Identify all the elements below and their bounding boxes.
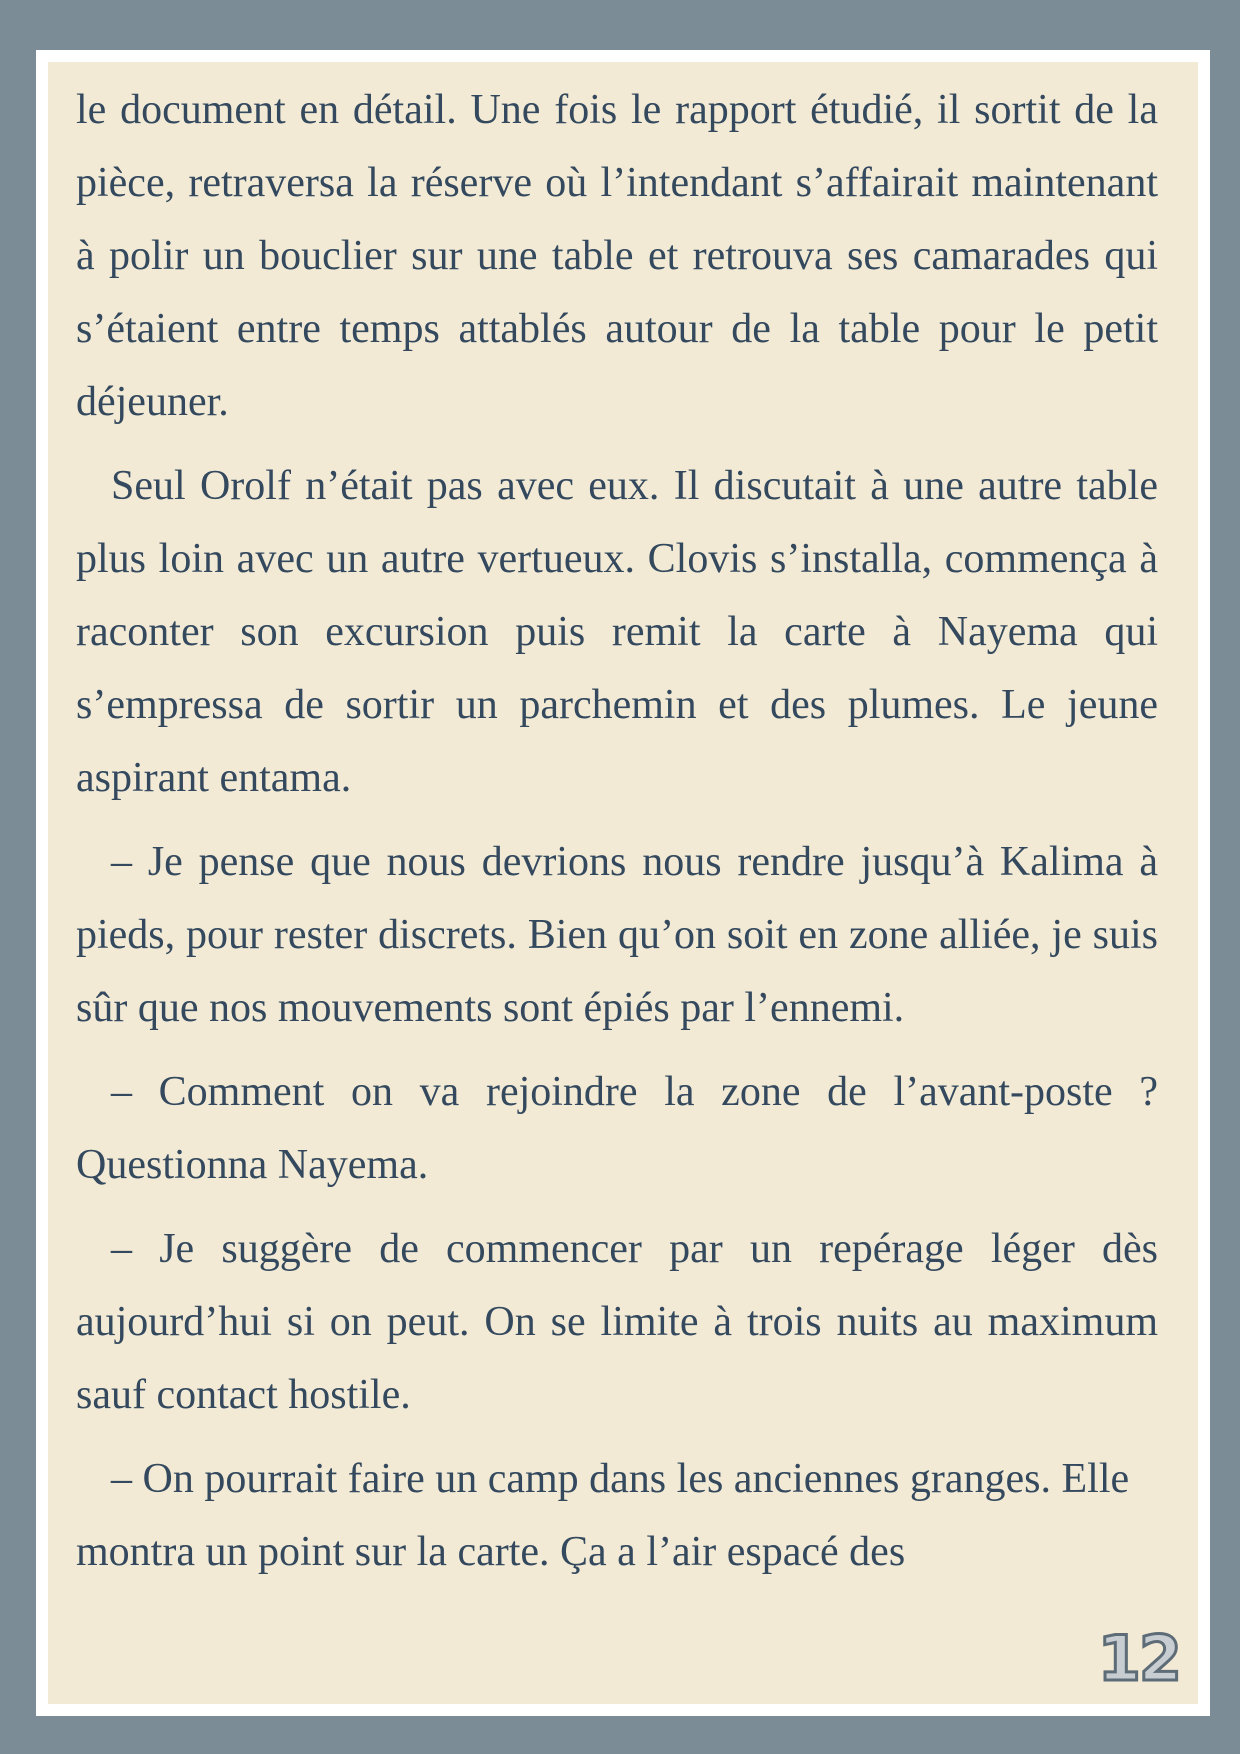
book-page bbox=[48, 62, 1198, 1704]
dialogue-line-nayema: – Comment on va rejoindre la zone de l’avant-poste ? Questionna Nayema. bbox=[76, 1069, 1158, 1188]
dialogue-line-reperage: – Je suggère de commencer par un repérage léger dès aujourd’hui si on peut. On se limite à trois nuits au maximum sauf contact hostile. bbox=[76, 1226, 1158, 1418]
dialogue-line-granges: – On pourrait faire un camp dans les anciennes granges. Elle montra un point sur la carte. Ça a l’air espacé des bbox=[76, 1456, 1130, 1575]
body-text bbox=[76, 74, 1158, 1600]
dialogue-line-kalima: – Je pense que nous devrions nous rendre jusqu’à Kalima à pieds, pour rester discrets. Bien qu’on soit en zone alliée, je suis sûr que nos mouvements sont épiés par l’ennemi. bbox=[76, 839, 1158, 1031]
paragraph-continuation: le document en détail. Une fois le rapport étudié, il sortit de la pièce, retraversa la réserve où l’intendant s’affairait maintenant à polir un bouclier sur une table et retrouva ses camarades qui s’étaient entre temps attablés autour de la table pour le petit déjeuner. bbox=[76, 87, 1158, 425]
page-number: 12 bbox=[1097, 1622, 1180, 1695]
paragraph-orolf: Seul Orolf n’était pas avec eux. Il discutait à une autre table plus loin avec un autre vertueux. Clovis s’installa, commença à raconter son excursion puis remit la carte à Nayema qui s’empressa de sortir un parchemin et des plumes. Le jeune aspirant entama. bbox=[76, 463, 1158, 801]
